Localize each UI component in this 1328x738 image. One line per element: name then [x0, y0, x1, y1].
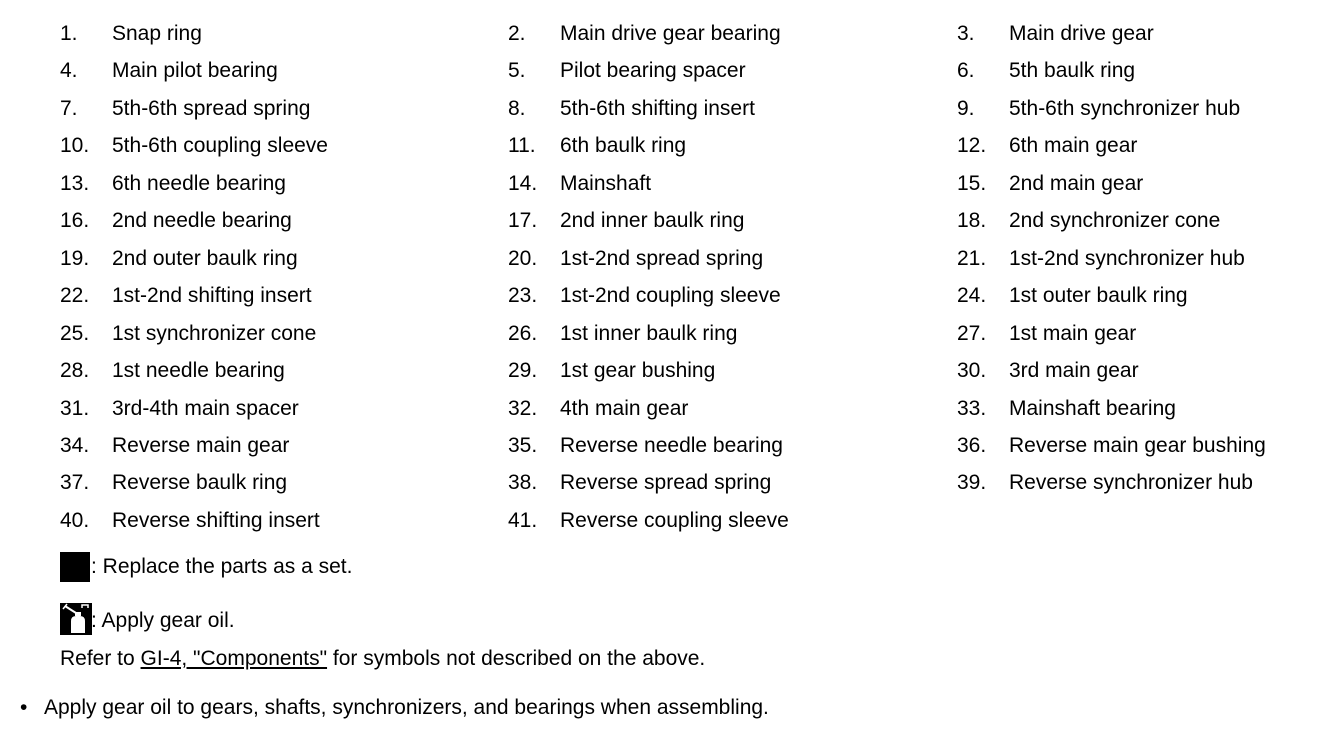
part-name: 1st outer baulk ring	[1009, 284, 1188, 307]
part-number: 26.	[508, 322, 538, 345]
refer-suffix: for symbols not described on the above.	[327, 647, 706, 670]
part-number: 21.	[957, 247, 987, 270]
part-name: Reverse main gear	[112, 434, 290, 457]
part-name: 4th main gear	[560, 397, 689, 420]
part-name: Reverse synchronizer hub	[1009, 471, 1253, 494]
part-name: Main pilot bearing	[112, 59, 278, 82]
part-number: 24.	[957, 284, 987, 307]
part-number: 12.	[957, 134, 987, 157]
part-number: 4.	[60, 59, 78, 82]
part-number: 17.	[508, 209, 538, 232]
part-name: 2nd main gear	[1009, 172, 1144, 195]
part-number: 1.	[60, 22, 78, 45]
part-name: 5th-6th spread spring	[112, 97, 311, 120]
part-name: 1st inner baulk ring	[560, 322, 738, 345]
part-name: 5th baulk ring	[1009, 59, 1136, 82]
part-number: 40.	[60, 509, 90, 532]
part-number: 19.	[60, 247, 90, 270]
part-number: 9.	[957, 97, 975, 120]
part-name: 1st-2nd synchronizer hub	[1009, 247, 1245, 270]
part-name: Pilot bearing spacer	[560, 59, 746, 82]
part-number: 14.	[508, 172, 538, 195]
part-number: 28.	[60, 359, 90, 382]
part-name: Reverse needle bearing	[560, 434, 783, 457]
part-name: 2nd needle bearing	[112, 209, 292, 232]
part-name: 3rd main gear	[1009, 359, 1139, 382]
oil-can-icon	[60, 603, 92, 635]
part-number: 16.	[60, 209, 90, 232]
part-name: 2nd outer baulk ring	[112, 247, 298, 270]
legend-replace-set-text: : Replace the parts as a set.	[91, 555, 353, 578]
part-number: 34.	[60, 434, 90, 457]
part-number: 22.	[60, 284, 90, 307]
part-number: 15.	[957, 172, 987, 195]
part-number: 41.	[508, 509, 538, 532]
part-number: 3.	[957, 22, 975, 45]
part-number: 31.	[60, 397, 90, 420]
part-name: 2nd synchronizer cone	[1009, 209, 1221, 232]
part-name: 5th-6th shifting insert	[560, 97, 755, 120]
part-name: Mainshaft bearing	[1009, 397, 1176, 420]
part-name: Main drive gear bearing	[560, 22, 781, 45]
part-name: 1st main gear	[1009, 322, 1137, 345]
components-link[interactable]: GI-4, "Components"	[140, 647, 328, 670]
part-number: 13.	[60, 172, 90, 195]
part-name: 2nd inner baulk ring	[560, 209, 745, 232]
part-name: 1st-2nd coupling sleeve	[560, 284, 781, 307]
part-name: Reverse shifting insert	[112, 509, 320, 532]
part-number: 27.	[957, 322, 987, 345]
part-number: 38.	[508, 471, 538, 494]
part-number: 10.	[60, 134, 90, 157]
part-number: 5.	[508, 59, 526, 82]
filled-black-square-icon	[60, 552, 90, 582]
refer-prefix: Refer to	[60, 647, 141, 670]
part-number: 7.	[60, 97, 78, 120]
part-name: 1st-2nd shifting insert	[112, 284, 312, 307]
part-name: 1st synchronizer cone	[112, 322, 317, 345]
part-number: 6.	[957, 59, 975, 82]
part-number: 2.	[508, 22, 526, 45]
part-number: 11.	[508, 134, 536, 157]
part-name: 6th baulk ring	[560, 134, 687, 157]
part-name: Reverse main gear bushing	[1009, 434, 1266, 457]
part-name: 1st-2nd spread spring	[560, 247, 764, 270]
part-name: Main drive gear	[1009, 22, 1154, 45]
refer-line	[60, 647, 705, 671]
part-name: 1st needle bearing	[112, 359, 285, 382]
part-name: Reverse spread spring	[560, 471, 772, 494]
part-number: 32.	[508, 397, 538, 420]
part-number: 29.	[508, 359, 538, 382]
part-number: 23.	[508, 284, 538, 307]
part-name: 6th needle bearing	[112, 172, 286, 195]
part-name: Reverse baulk ring	[112, 471, 288, 494]
part-number: 37.	[60, 471, 90, 494]
part-name: Snap ring	[112, 22, 202, 45]
part-number: 30.	[957, 359, 987, 382]
bullet-icon: •	[20, 696, 28, 719]
part-number: 36.	[957, 434, 987, 457]
part-number: 20.	[508, 247, 538, 270]
part-name: Reverse coupling sleeve	[560, 509, 789, 532]
part-number: 25.	[60, 322, 90, 345]
legend-apply-oil-text: : Apply gear oil.	[91, 609, 235, 632]
part-number: 33.	[957, 397, 987, 420]
part-name: 3rd-4th main spacer	[112, 397, 299, 420]
part-number: 8.	[508, 97, 526, 120]
part-name: 1st gear bushing	[560, 359, 716, 382]
part-name: 5th-6th synchronizer hub	[1009, 97, 1241, 120]
part-number: 39.	[957, 471, 987, 494]
part-number: 18.	[957, 209, 987, 232]
part-number: 35.	[508, 434, 538, 457]
part-name: Mainshaft	[560, 172, 652, 195]
part-name: 6th main gear	[1009, 134, 1138, 157]
part-name: 5th-6th coupling sleeve	[112, 134, 328, 157]
assembly-note-text: Apply gear oil to gears, shafts, synchronizers, and bearings when assembling.	[44, 696, 769, 719]
